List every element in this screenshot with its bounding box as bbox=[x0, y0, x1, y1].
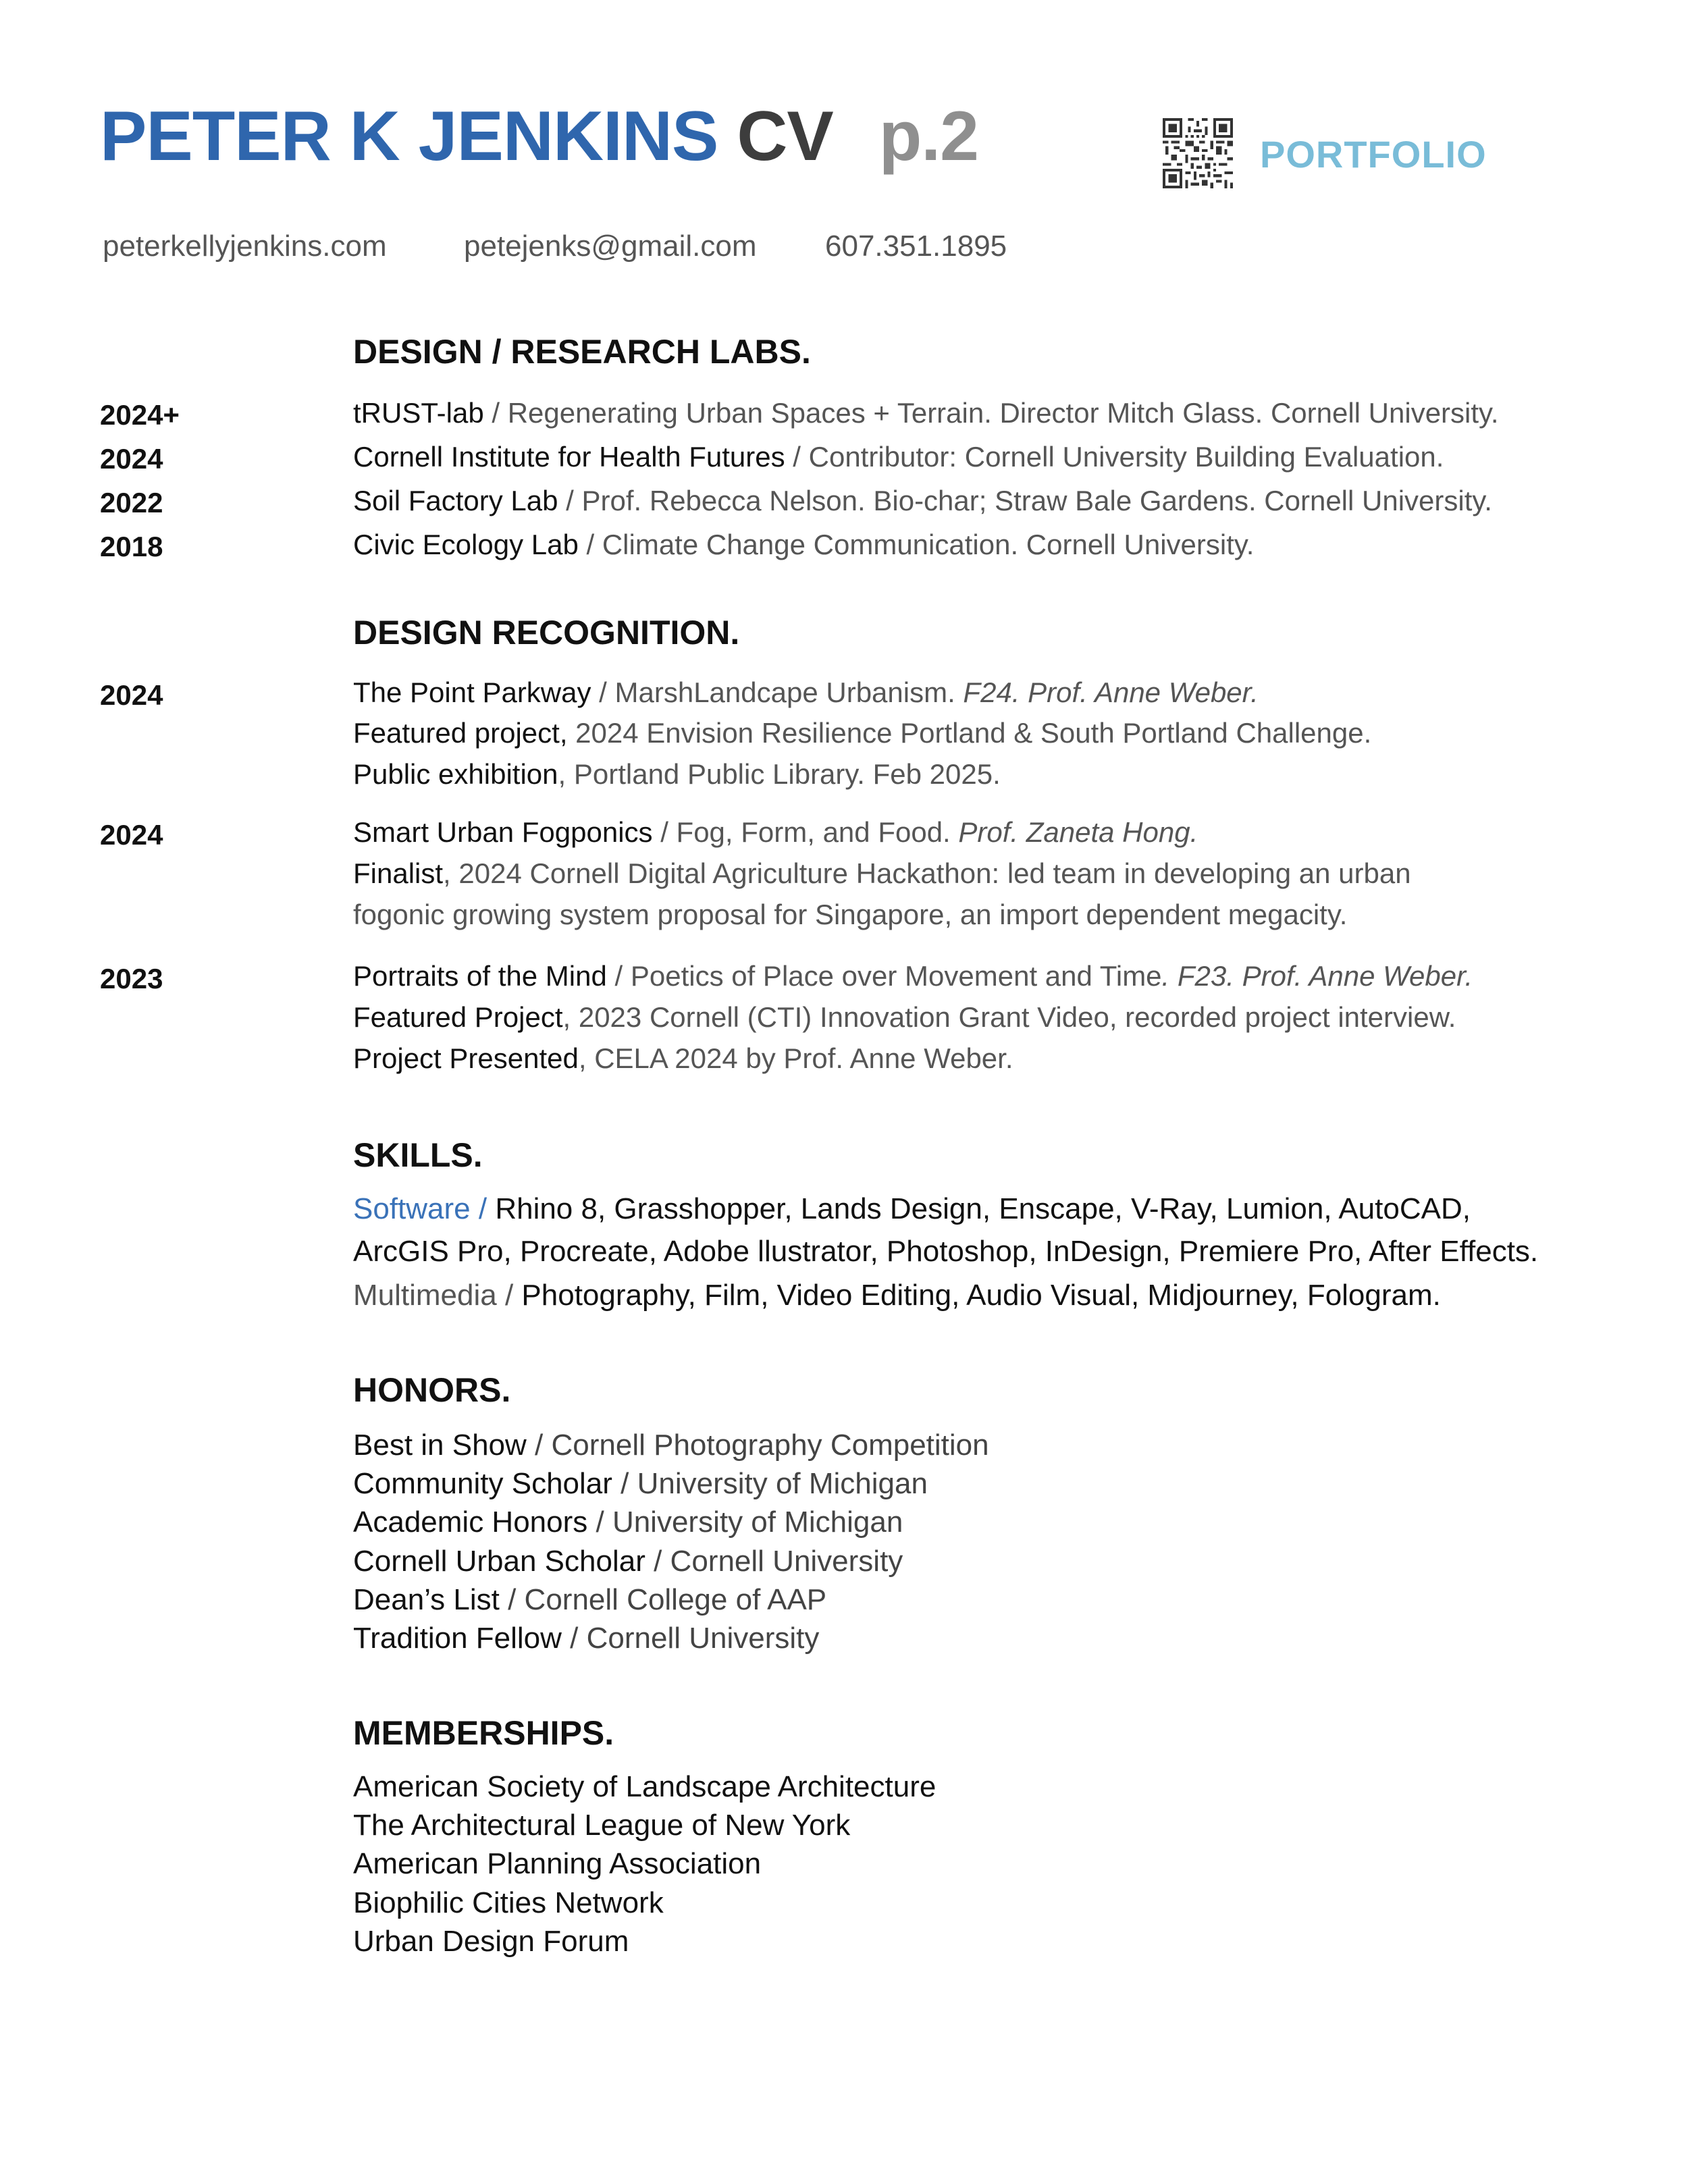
multimedia-label: Multimedia / bbox=[353, 1279, 514, 1312]
honors-heading: HONORS. bbox=[353, 1371, 511, 1409]
labs-heading: DESIGN / RESEARCH LABS. bbox=[353, 333, 811, 371]
lab-entry bbox=[353, 529, 1254, 561]
recognition-detail: fogonic growing system proposal for Singapore, an import dependent megacity. bbox=[353, 899, 1348, 930]
list-item: Cornell Urban Scholar / Cornell University bbox=[353, 1544, 903, 1578]
list-item: Urban Design Forum bbox=[353, 1924, 629, 1958]
recognition-title: The Point Parkway / MarshLandcape Urbanism. F24. Prof. Anne Weber. bbox=[353, 676, 1259, 708]
memberships-list bbox=[353, 1767, 936, 1961]
memberships-heading: MEMBERSHIPS. bbox=[353, 1714, 614, 1752]
list-item: Dean’s List / Cornell College of AAP bbox=[353, 1582, 827, 1616]
skills-heading: SKILLS. bbox=[353, 1136, 483, 1174]
software-skills: Software / Rhino 8, Grasshopper, Lands Design, Enscape, V-Ray, Lumion, AutoCAD, bbox=[353, 1192, 1471, 1225]
lab-name: tRUST-lab bbox=[353, 397, 484, 429]
lab-entry bbox=[353, 397, 1499, 429]
recognition-detail: Featured project, 2024 Envision Resilience Portland & South Portland Challenge. bbox=[353, 717, 1372, 749]
recognition-detail: Project Presented, CELA 2024 by Prof. Anne Weber. bbox=[353, 1042, 1013, 1074]
list-item: Community Scholar / University of Michigan bbox=[353, 1467, 928, 1501]
list-item: Academic Honors / University of Michigan bbox=[353, 1506, 903, 1539]
website-link[interactable]: peterkellyjenkins.com bbox=[103, 230, 387, 263]
email-link[interactable]: petejenks@gmail.com bbox=[464, 230, 757, 263]
lab-detail: / Prof. Rebecca Nelson. Bio-char; Straw Bale Gardens. Cornell University. bbox=[558, 485, 1492, 516]
multimedia-skills: Multimedia / Photography, Film, Video Editing, Audio Visual, Midjourney, Fologram. bbox=[353, 1279, 1441, 1312]
list-item: Best in Show / Cornell Photography Competition bbox=[353, 1429, 989, 1462]
software-label: Software / bbox=[353, 1192, 487, 1225]
recognition-year: 2024 bbox=[100, 819, 163, 851]
cv-label: CV bbox=[737, 97, 833, 176]
lab-year: 2024+ bbox=[100, 399, 180, 431]
lab-detail: / Climate Change Communication. Cornell University. bbox=[578, 529, 1255, 560]
recognition-heading: DESIGN RECOGNITION. bbox=[353, 614, 740, 651]
qr-code-icon[interactable] bbox=[1163, 118, 1233, 188]
recognition-year: 2023 bbox=[100, 963, 163, 994]
lab-name: Cornell Institute for Health Futures bbox=[353, 441, 785, 473]
list-item: The Architectural League of New York bbox=[353, 1809, 851, 1842]
recognition-title: Portraits of the Mind / Poetics of Place over Movement and Time. F23. Prof. Anne Weber. bbox=[353, 960, 1473, 992]
lab-year: 2024 bbox=[100, 443, 163, 475]
list-item: American Planning Association bbox=[353, 1847, 762, 1881]
honors-list bbox=[353, 1426, 989, 1657]
lab-entry bbox=[353, 485, 1492, 517]
lab-name: Civic Ecology Lab bbox=[353, 529, 579, 560]
recognition-title: Smart Urban Fogponics / Fog, Form, and Food. Prof. Zaneta Hong. bbox=[353, 816, 1198, 848]
page-number: p.2 bbox=[878, 97, 978, 176]
phone-number: 607.351.1895 bbox=[825, 230, 1007, 263]
portfolio-link[interactable]: PORTFOLIO bbox=[1260, 133, 1487, 176]
list-item: Biophilic Cities Network bbox=[353, 1886, 664, 1919]
recognition-detail: Featured Project, 2023 Cornell (CTI) Innovation Grant Video, recorded project interview. bbox=[353, 1001, 1456, 1033]
list-item: American Society of Landscape Architecture bbox=[353, 1770, 937, 1803]
recognition-year: 2024 bbox=[100, 679, 163, 711]
recognition-detail: Public exhibition, Portland Public Library. Feb 2025. bbox=[353, 758, 1001, 790]
name-heading: PETER K JENKINS bbox=[100, 97, 718, 176]
lab-detail: / Contributor: Cornell University Building Evaluation. bbox=[785, 441, 1444, 473]
lab-year: 2022 bbox=[100, 487, 163, 518]
recognition-detail: Finalist, 2024 Cornell Digital Agriculture Hackathon: led team in developing an urban bbox=[353, 857, 1411, 889]
page-title bbox=[100, 97, 978, 176]
software-skills-cont: ArcGIS Pro, Procreate, Adobe llustrator, Photoshop, InDesign, Premiere Pro, After Effects. bbox=[353, 1235, 1539, 1268]
lab-detail: / Regenerating Urban Spaces + Terrain. Director Mitch Glass. Cornell University. bbox=[483, 397, 1499, 429]
list-item: Tradition Fellow / Cornell University bbox=[353, 1621, 820, 1655]
lab-name: Soil Factory Lab bbox=[353, 485, 558, 516]
lab-entry bbox=[353, 441, 1444, 473]
lab-year: 2018 bbox=[100, 531, 163, 562]
